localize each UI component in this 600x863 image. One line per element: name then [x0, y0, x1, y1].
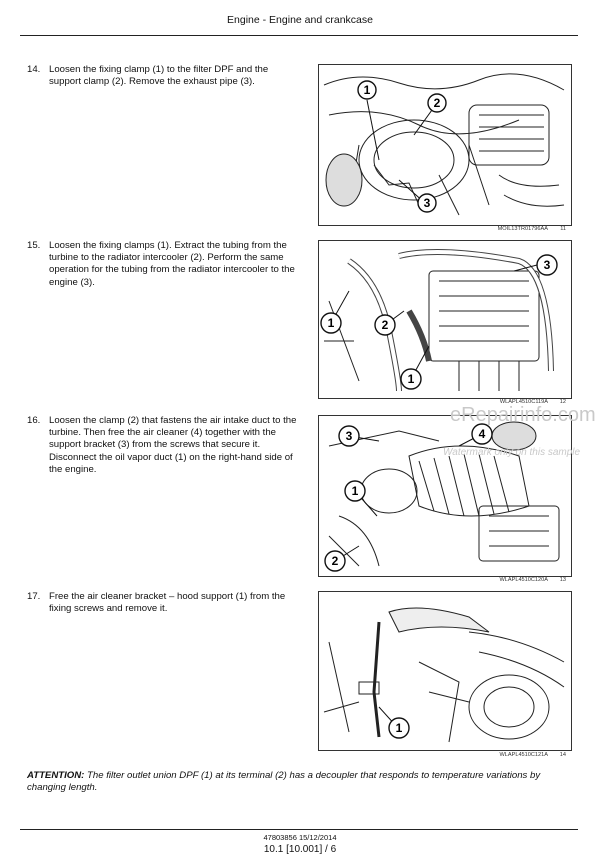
- callout-3: 3: [345, 429, 353, 443]
- callout-3: 3: [423, 196, 431, 210]
- figure-12: [318, 240, 572, 399]
- header-rule: [20, 35, 578, 36]
- step-text: Free the air cleaner bracket – hood support (1) from the fixing screws and remove it.: [49, 591, 286, 615]
- figure-code: MOIL13TR01796AA: [497, 226, 548, 232]
- attention-label: ATTENTION:: [27, 770, 85, 781]
- callout-1: 1: [351, 484, 359, 498]
- callout-2: 2: [433, 96, 441, 110]
- figure-13: [318, 415, 572, 577]
- attention-text: The filter outlet union DPF (1) at its terminal (2) has a decoupler that responds to temperature variations by changing length.: [27, 770, 541, 794]
- watermark-brand: eRepairinfo.com: [450, 404, 596, 426]
- step-number: 15.: [27, 240, 41, 251]
- figure-number: 12: [559, 399, 566, 405]
- attention-note: [27, 770, 572, 794]
- watermark-note: Watermark only on this sample: [443, 447, 581, 458]
- callout-1: 1: [327, 316, 335, 330]
- step-text: Loosen the clamp (2) that fastens the air intake duct to the turbine. Then free the air cleaner (4) together with the support bracket (3) from the screws that secure it. Disconnect the oil vapor duct (1) on the right-hand side of the engine.: [49, 415, 297, 475]
- callout-1: 1: [395, 721, 403, 735]
- footer-rule: [20, 829, 578, 830]
- step-number: 16.: [27, 415, 41, 426]
- figure-code: WLAPL4510C119A: [499, 399, 548, 405]
- figure-14: [318, 591, 572, 751]
- callout-1b: 1: [407, 372, 415, 386]
- figure-number: 11: [560, 226, 566, 232]
- figure-number: 14: [559, 752, 566, 758]
- step-text: Loosen the fixing clamp (1) to the filter DPF and the support clamp (2). Remove the exhaust pipe (3).: [49, 64, 269, 88]
- callout-3: 3: [543, 258, 551, 272]
- callout-4: 4: [478, 427, 486, 441]
- figure-11: [318, 64, 572, 226]
- step-number: 14.: [27, 64, 41, 75]
- page-header: Engine - Engine and crankcase: [227, 14, 373, 26]
- step-text: Loosen the fixing clamps (1). Extract the tubing from the turbine to the radiator intercooler (2). Perform the same operation for the tubing from the radiator intercooler to the engine (3).: [49, 240, 295, 288]
- callout-2: 2: [331, 554, 339, 568]
- footer-doc: 47803856 15/12/2014: [263, 833, 337, 842]
- callout-1: 1: [363, 83, 371, 97]
- callout-2: 2: [381, 318, 389, 332]
- figure-number: 13: [559, 577, 566, 583]
- figure-code: WLAPL4510C121A: [499, 752, 548, 758]
- figure-code: WLAPL4510C120A: [499, 577, 548, 583]
- footer-page: 10.1 [10.001] / 6: [263, 844, 337, 855]
- step-number: 17.: [27, 591, 41, 602]
